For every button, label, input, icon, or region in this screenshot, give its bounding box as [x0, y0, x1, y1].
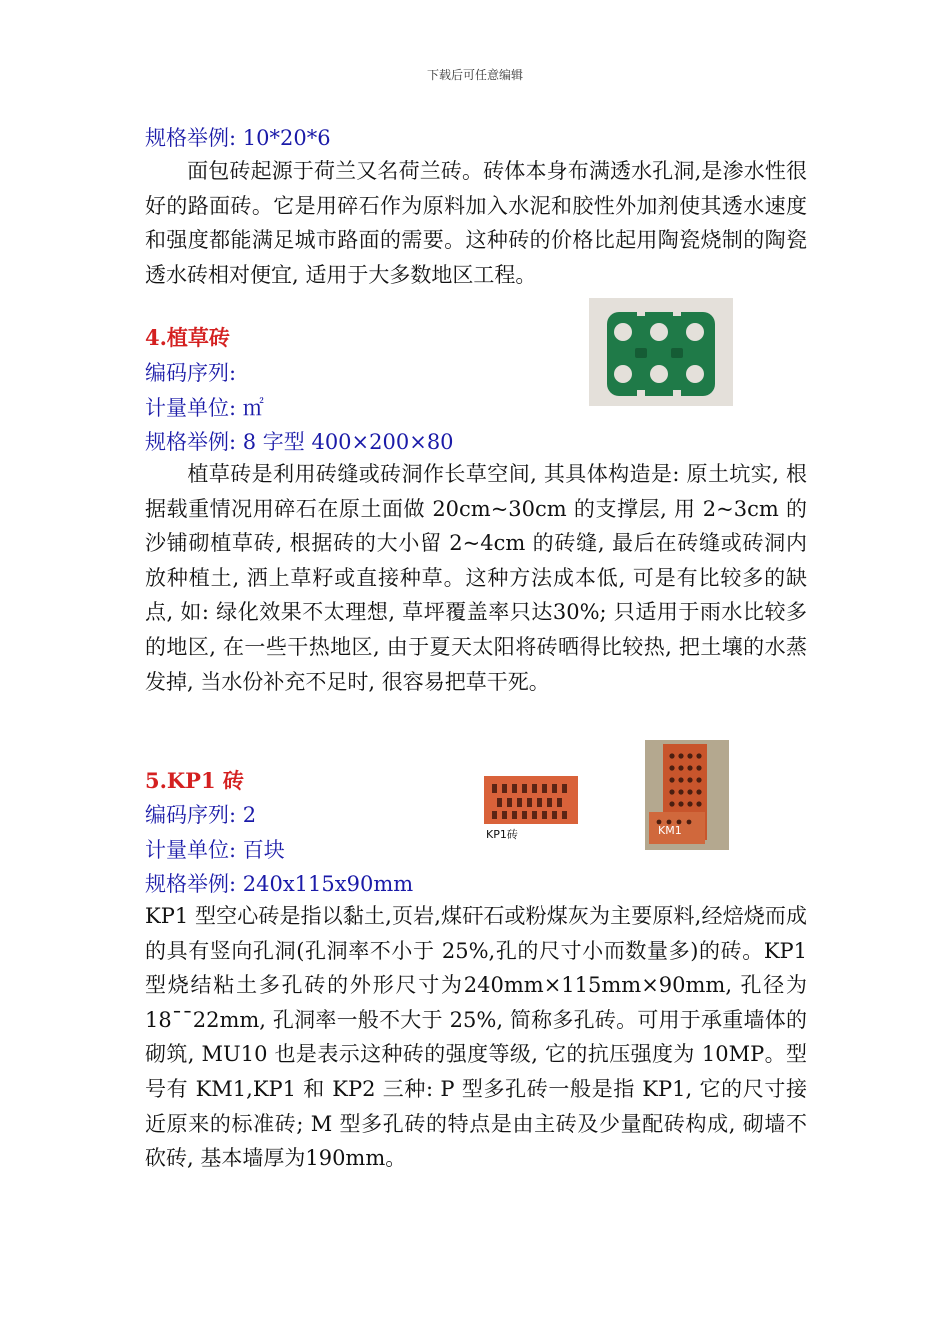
code-line: 编码序列:	[145, 361, 237, 385]
page-header: 下载后可任意编辑	[426, 68, 523, 82]
paragraph	[145, 154, 807, 292]
grass-brick-image	[589, 298, 733, 406]
code-line: 编码序列: 2	[145, 803, 257, 827]
unit-line: 计量单位: 百块	[145, 838, 285, 862]
image-caption: KP1砖	[486, 828, 518, 841]
spec-line: 规格举例: 10*20*6	[145, 126, 331, 150]
image-caption: KM1	[658, 824, 682, 837]
section-title: 5.KP1 砖	[145, 768, 244, 793]
paragraph-text: 植草砖是利用砖缝或砖洞作长草空间, 其具体构造是: 原土坑实, 根据载重情况用碎石在原土面做 20cm~30cm 的支撑层, 用 2~3cm 的沙铺砌植草砖, 根据砖的大小留 2~4cm 的砖缝, 最后在砖缝或砖洞内放种植土, 洒上草籽或直接种草。这种方法成本低, 可是有比较多的缺点, 如: 绿化效果不太理想, 草坪覆盖率只达30%; 只适用于雨水比较多的地区, 在一些干热地区, 由于夏天太阳将砖晒得比较热, 把土壤的水蒸发掉, 当水份补充不足时, 很容易把草干死。	[145, 462, 807, 694]
paragraph	[145, 457, 807, 699]
paragraph-text: KP1 型空心砖是指以黏土,页岩,煤矸石或粉煤灰为主要原料,经焙烧而成的具有竖向孔洞(孔洞率不小于 25%,孔的尺寸小而数量多)的砖。KP1 型烧结粘土多孔砖的外形尺寸为240mm×115mm×90mm, 孔径为 18¯¯22mm, 孔洞率一般不大于 25%, 简称多孔砖。可用于承重墙体的砌筑, MU10 也是表示这种砖的强度等级, 它的抗压强度为 10MP。型号有 KM1,KP1 和 KP2 三种: P 型多孔砖一般是指 KP1, 它的尺寸接近原来的标准砖; M 型多孔砖的特点是由主砖及少量配砖构成, 砌墙不砍砖, 基本墙厚为190mm。	[145, 904, 807, 1171]
paragraph	[145, 899, 807, 1176]
spec-line: 规格举例: 240x115x90mm	[145, 872, 414, 896]
spec-line: 规格举例: 8 字型 400×200×80	[145, 430, 454, 454]
paragraph-text: 面包砖起源于荷兰又名荷兰砖。砖体本身布满透水孔洞,是渗水性很好的路面砖。它是用碎石作为原料加入水泥和胶性外加剂使其透水速度和强度都能满足城市路面的需要。这种砖的价格比起用陶瓷烧制的陶瓷透水砖相对便宜, 适用于大多数地区工程。	[145, 159, 807, 287]
unit-line: 计量单位: ㎡	[145, 396, 264, 420]
section-title: 4.植草砖	[145, 325, 230, 350]
